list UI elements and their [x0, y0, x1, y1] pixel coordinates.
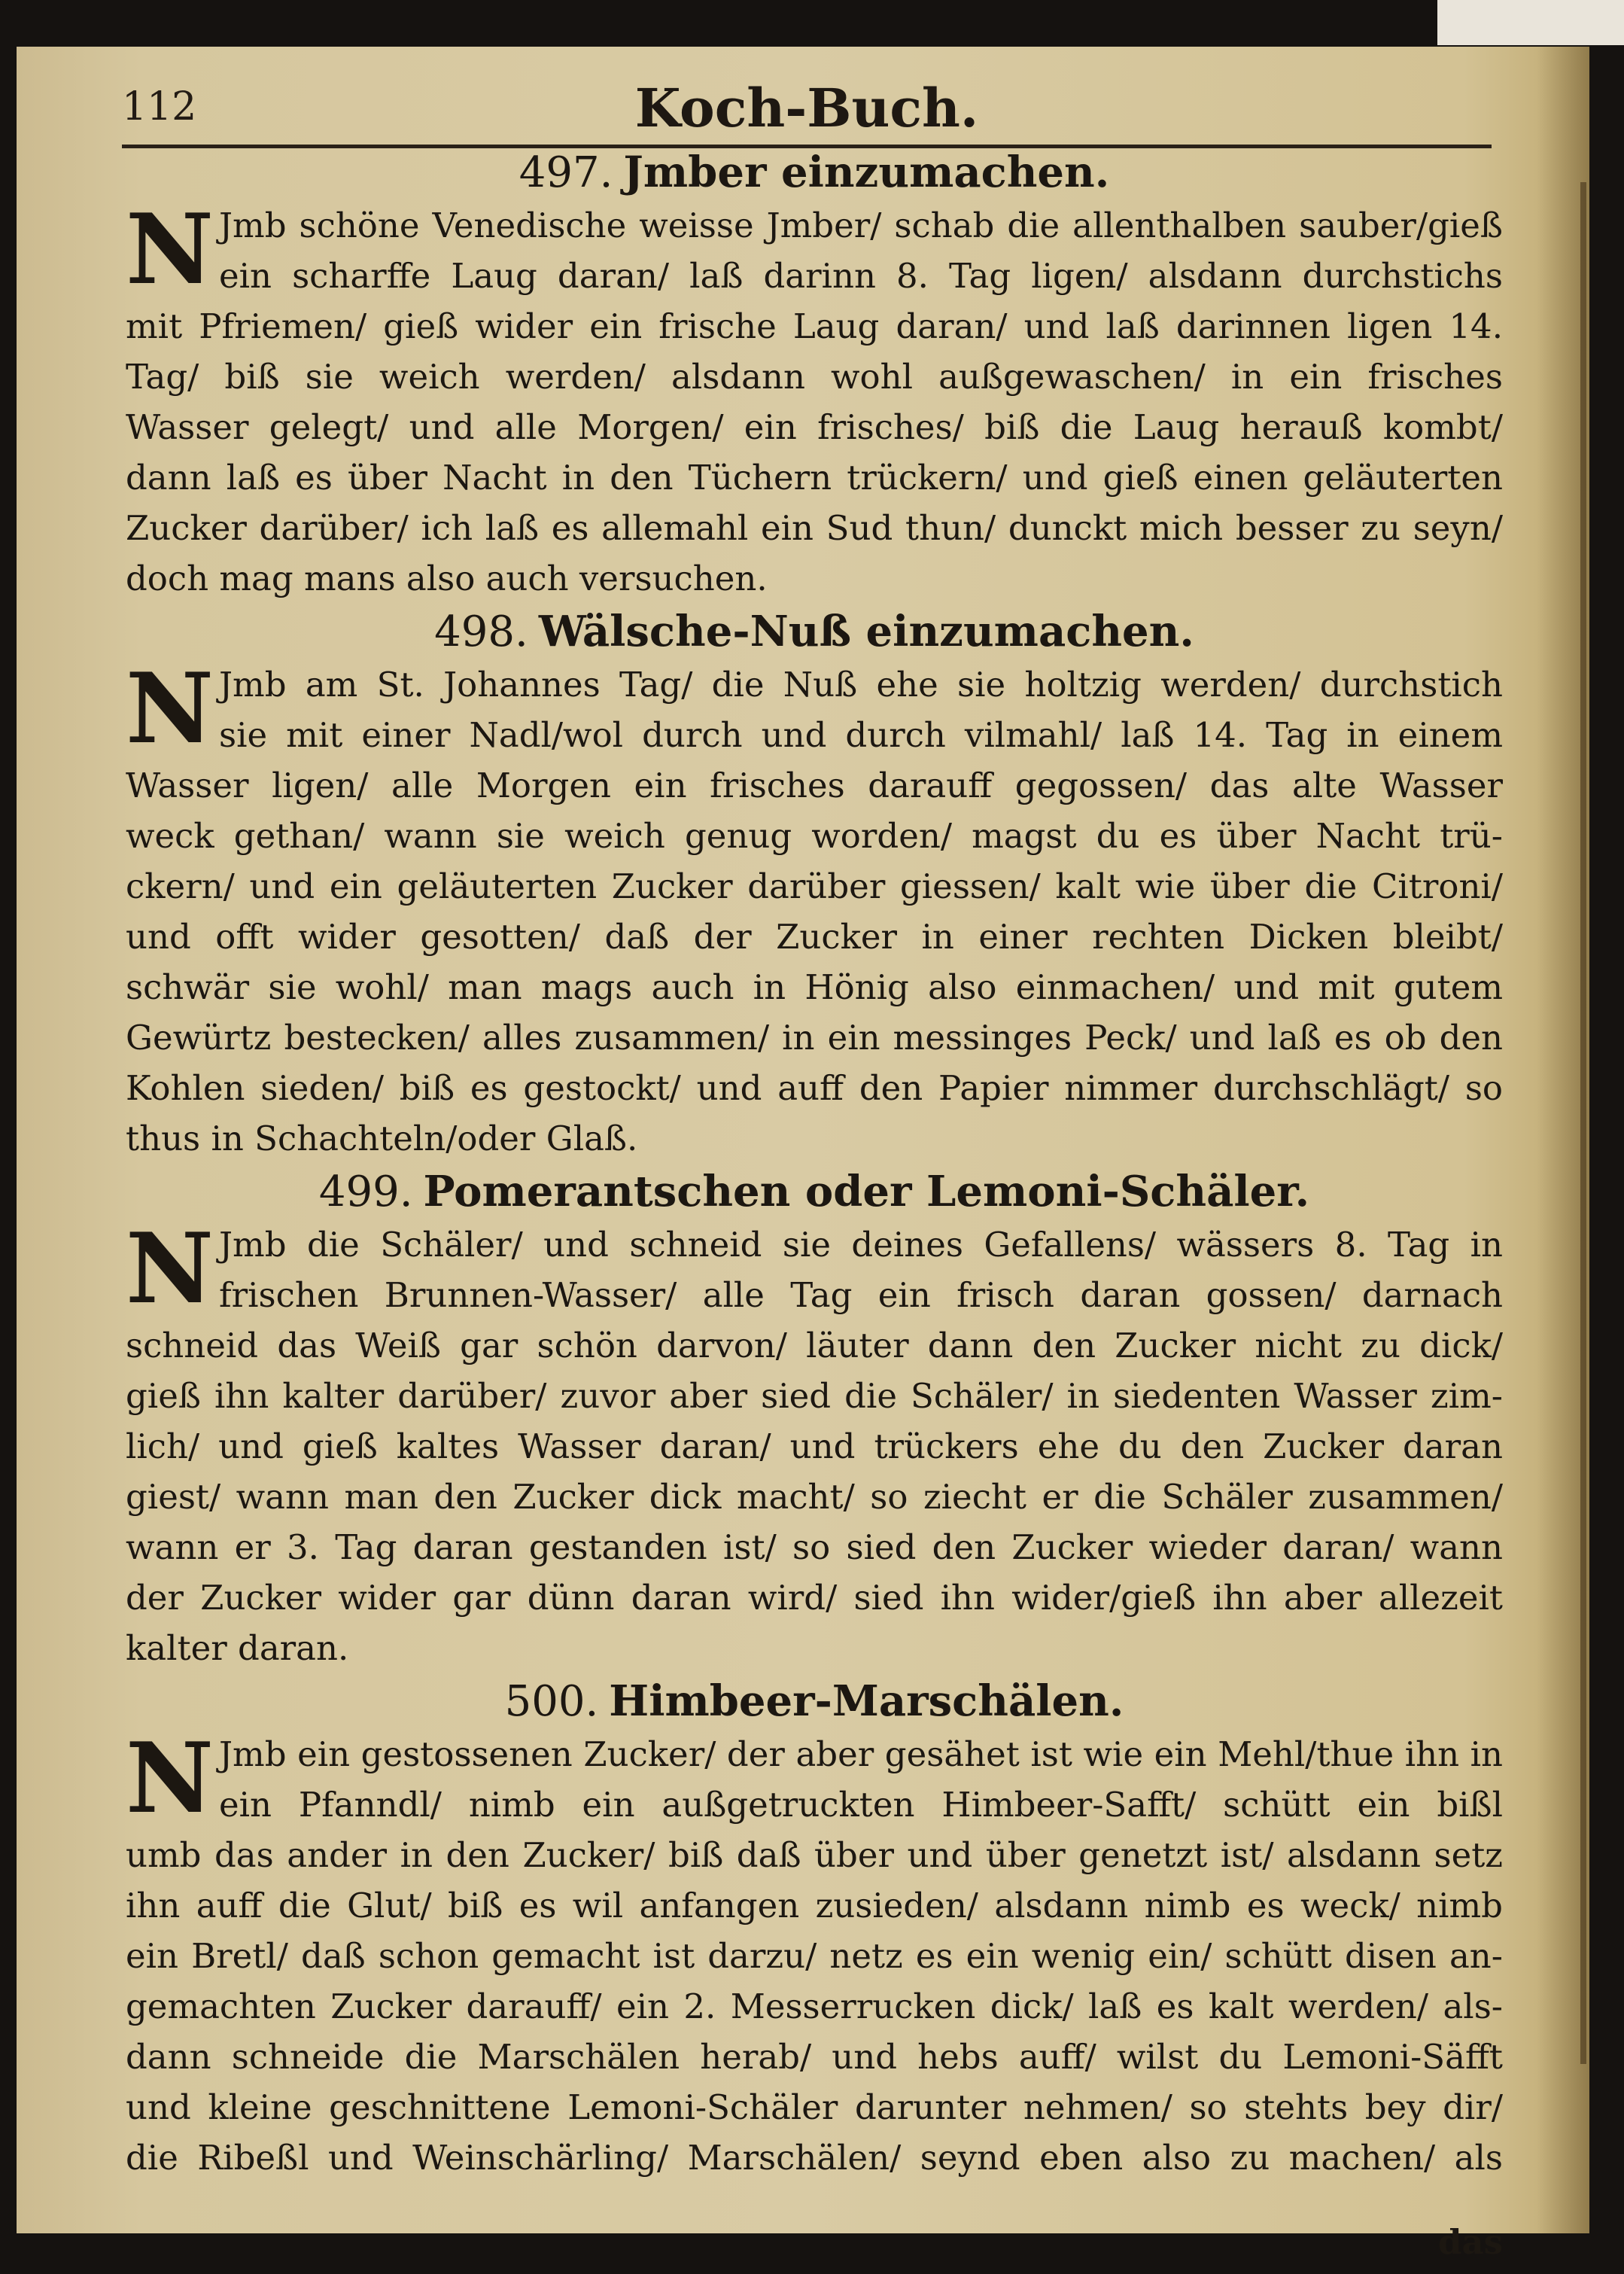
- recipe-heading: [126, 604, 1503, 659]
- text-line: thus in Schachteln/oder Glaß.: [126, 1119, 638, 1158]
- text-line: dann schneide die Marschälen herab/ und hebs auff/ wilst du Lemoni-Säfft: [126, 2037, 1503, 2077]
- text-line: der Zucker wider gar dünn daran wird/ sied ihn wider/gieß ihn aber allezeit: [126, 1578, 1503, 1618]
- text-line: sie mit einer Nadl/wol durch und durch vilmahl/ laß 14. Tag in einem: [219, 715, 1503, 755]
- recipe-title: Himbeer-Marschälen.: [609, 1676, 1124, 1726]
- running-title: Koch-Buch.: [634, 77, 979, 139]
- recipe-number: 498.: [434, 607, 528, 656]
- text-line: kalter daran.: [126, 1628, 349, 1668]
- text-line: ihn auff die Glut/ biß es wil anfangen zusieden/ alsdann nimb es weck/ nimb: [126, 1886, 1503, 1925]
- text-line: und offt wider gesotten/ daß der Zucker in einer rechten Dicken bleibt/: [126, 917, 1503, 957]
- recipe-paragraph: [126, 1722, 1503, 2183]
- page-body: [126, 145, 1503, 2262]
- text-line: schwär sie wohl/ man mags auch in Hönig also einmachen/ und mit gutem: [126, 967, 1503, 1007]
- text-line: lich/ und gieß kaltes Wasser daran/ und trückers ehe du den Zucker daran: [126, 1426, 1503, 1466]
- text-line: ein Bretl/ daß schon gemacht ist darzu/ netz es ein wenig ein/ schütt disen an-: [126, 1936, 1503, 1976]
- text-line: Kohlen sieden/ biß es gestockt/ und auff den Papier nimmer durchschlägt/ so: [126, 1068, 1503, 1108]
- recipe-title: Jmber einzumachen.: [623, 148, 1110, 197]
- text-line: umb das ander in den Zucker/ biß daß über und über genetzt ist/ alsdann setz: [126, 1835, 1503, 1875]
- text-line: Jmb schöne Venedische weisse Jmber/ schab die allenthalben sauber/gieß: [219, 205, 1503, 245]
- recipe-title: Pomerantschen oder Lemoni-Schäler.: [423, 1167, 1310, 1216]
- recipe-number: 497.: [519, 148, 613, 197]
- text-line: schneid das Weiß gar schön darvon/ läuter dann den Zucker nicht zu dick/: [126, 1326, 1503, 1365]
- recipe-499: [126, 1164, 1503, 1673]
- recipe-heading: [126, 1673, 1503, 1729]
- recipe-title: Wälsche-Nuß einzumachen.: [538, 607, 1194, 656]
- text-line: Wasser ligen/ alle Morgen ein frisches darauff gegossen/ das alte Wasser: [126, 766, 1503, 805]
- text-line: weck gethan/ wann sie weich genug worden/ magst du es über Nacht trü-: [126, 816, 1503, 856]
- text-line: wann er 3. Tag daran gestanden ist/ so sied den Zucker wieder daran/ wann: [126, 1527, 1503, 1567]
- recipe-paragraph: [126, 1213, 1503, 1673]
- book-page: [17, 47, 1589, 2262]
- text-line: doch mag mans also auch versuchen.: [126, 559, 768, 598]
- text-line: ein scharffe Laug daran/ laß darinn 8. Tag ligen/ alsdann durchstichs: [219, 256, 1503, 296]
- text-line: die Ribeßl und Weinschärling/ Marschälen/ seynd eben also zu machen/ als: [126, 2138, 1503, 2178]
- text-line: Tag/ biß sie weich werden/ alsdann wohl außgewaschen/ in ein frisches: [126, 357, 1503, 397]
- drop-cap: N: [126, 653, 214, 766]
- recipe-number: 500.: [504, 1677, 599, 1726]
- drop-cap: N: [126, 193, 214, 306]
- text-line: Wasser gelegt/ und alle Morgen/ ein frisches/ biß die Laug herauß kombt/: [126, 407, 1503, 447]
- page-number: 112: [122, 84, 197, 129]
- text-line: Gewürtz bestecken/ alles zusammen/ in ein messinges Peck/ und laß es ob den: [126, 1018, 1503, 1058]
- recipe-heading: [126, 145, 1503, 200]
- drop-cap: N: [126, 1722, 214, 1835]
- recipe-paragraph: [126, 193, 1503, 604]
- margin-line: [1580, 182, 1586, 2064]
- text-line: und kleine geschnittene Lemoni-Schäler darunter nehmen/ so stehts bey dir/: [126, 2087, 1503, 2127]
- text-line: giest/ wann man den Zucker dick macht/ so ziecht er die Schäler zusammen/: [126, 1477, 1503, 1517]
- text-line: mit Pfriemen/ gieß wider ein frische Laug daran/ und laß darinnen ligen 14.: [126, 306, 1503, 346]
- recipe-heading: [126, 1164, 1503, 1219]
- text-line: Jmb am St. Johannes Tag/ die Nuß ehe sie holtzig werden/ durchstich: [219, 665, 1503, 705]
- recipe-498: [126, 604, 1503, 1164]
- text-line: frischen Brunnen-Wasser/ alle Tag ein frisch daran gossen/ darnach: [219, 1275, 1503, 1315]
- text-line: gemachten Zucker darauff/ ein 2. Messerrucken dick/ laß es kalt werden/ als-: [126, 1986, 1503, 2026]
- scan-background-strip: [1437, 0, 1624, 45]
- recipe-497: [126, 145, 1503, 604]
- drop-cap: N: [126, 1213, 214, 1326]
- page-header: [122, 77, 1492, 148]
- text-line: ein Pfanndl/ nimb ein außgetruckten Himbeer-Safft/ schütt ein bißl: [219, 1785, 1503, 1825]
- text-line: Jmb die Schäler/ und schneid sie deines Gefallens/ wässers 8. Tag in: [219, 1225, 1503, 1265]
- catchword: das: [1438, 2222, 1503, 2262]
- text-line: gieß ihn kalter darüber/ zuvor aber sied die Schäler/ in siedenten Wasser zim-: [126, 1376, 1503, 1416]
- text-line: Jmb ein gestossenen Zucker/ der aber gesähet ist wie ein Mehl/thue ihn in: [219, 1734, 1503, 1774]
- recipe-number: 499.: [318, 1167, 413, 1216]
- recipe-paragraph: [126, 653, 1503, 1164]
- recipe-500: [126, 1673, 1503, 2183]
- text-line: ckern/ und ein geläuterten Zucker darüber giessen/ kalt wie über die Citroni/: [126, 866, 1503, 906]
- text-line: dann laß es über Nacht in den Tüchern trückern/ und gieß einen geläuterten: [126, 458, 1503, 498]
- text-line: Zucker darüber/ ich laß es allemahl ein Sud thun/ dunckt mich besser zu seyn/: [126, 508, 1503, 548]
